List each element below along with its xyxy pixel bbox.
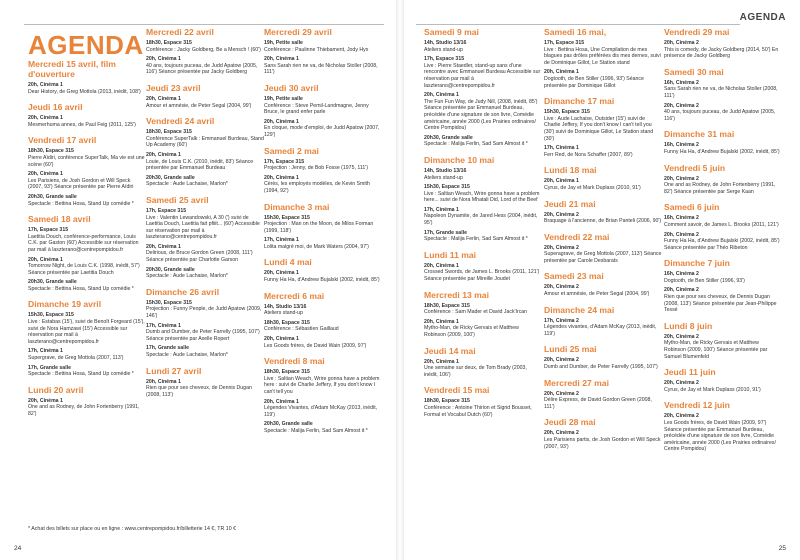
entry-details: Ateliers stand-up [424,46,463,53]
entry-time-venue: 20h, Cinéma 2 [664,413,699,420]
entry-time-venue: 20h, Cinéma 1 [264,336,299,343]
day-heading: Samedi 16 mai, [544,27,607,37]
entry-time-venue: 20h, Cinéma 1 [28,397,63,404]
agenda-entry [264,336,382,349]
agenda-entry [544,40,662,66]
day-heading: Jeudi 21 mai [544,198,596,209]
entry-time-venue: 20h, Cinéma 2 [664,380,699,387]
page-number-right: 25 [778,545,786,552]
day-heading: Vendredi 22 mai [544,231,610,242]
footnote: * Achat des billets sur place ou en ligne : www.centrepompidou.fr/billetterie 14 €, TR 10 € [28,526,237,532]
agenda-entry [264,40,382,53]
agenda-entry [664,287,782,313]
agenda-entry [146,244,264,264]
entry-time-venue: 20h, Cinéma 1 [28,82,63,88]
entry-details: Conférence : Paulinne Thiebament, Jody Hyx [264,46,369,53]
entry-time-venue: 20h, Cinéma 2 [664,175,699,182]
entry-details: Laetitia Douch, conférence-performance, Louis C.K. par Gaston (60') Accessible sur réservation par mail à laszterano@centrepompidou.fr [28,233,139,253]
entry-time-venue: 20h, Cinéma 1 [28,171,63,178]
entry-time-venue: 17h, Cinéma 1 [146,322,181,329]
entry-details: Dear History, de Greg Mottola (2013, inédit, 108') [28,88,141,95]
agenda-entry [424,40,542,53]
day-heading: Lundi 11 mai [424,249,477,260]
agenda-entry [28,227,146,253]
entry-details: Amour et amnésie, de Peter Segal (2004, 99') [544,291,650,298]
agenda-entry [28,171,146,191]
entry-details: Spectacle : Bettina Hosa, Stand Up comédie * [28,285,134,292]
agenda-entry [28,398,146,418]
agenda-entry [424,303,542,316]
agenda-entry [424,319,542,339]
entry-details: Live : Pierre Staedler, stand-up sans d'une rencontre avec Emmanuel Burdeau Accessible sur réservation par mail à laszterano@centrepompidou.fr [424,62,541,89]
agenda-entry [424,230,542,243]
entry-time-venue: 20h, Cinéma 1 [264,270,299,277]
day-heading: Jeudi 28 mai [544,417,596,428]
entry-details: Funny Ha Ha, d'Andrew Bujalski (2002, inédit, 85') [664,148,780,155]
agenda-entry [664,103,782,123]
entry-time-venue: 20h30, Grande salle [146,174,195,181]
entry-time-venue: 15h30, Espace 315 [544,109,590,116]
day-heading: Dimanche 7 juin [664,258,730,269]
entry-time-venue: 18h30, Espace 315 [146,129,192,136]
agenda-entry [664,413,782,453]
day-heading: Lundi 18 mai [544,165,597,176]
entry-time-venue: 20h30, Grande salle [264,421,313,428]
entry-time-venue: 20h, Cinéma 2 [664,333,699,340]
entry-details: Légendes Vivantes, d'Adam McKay (2013, inédit, 119') [264,405,378,418]
entry-time-venue: 20h, Cinéma 1 [28,115,63,122]
entry-details: Ateliers stand-up [264,310,303,317]
agenda-entry [544,109,662,142]
entry-time-venue: 20h, Cinéma 1 [146,378,181,385]
entry-time-venue: 17h, Cinéma 1 [424,206,459,213]
entry-details: Sans Sarah rien ne va, de Nicholas Stoller (2008, 111') [664,86,778,99]
entry-details: Dumb and Dumber, de Peter Farrelly (1995, 107') [544,364,658,371]
entry-time-venue: 14h, Studio 13/16 [424,40,467,46]
entry-details: Live : Saltian Weach, Wrire gonna have a problem here : suivi de Charlie Jeffery, If you don't know I can't tell you [264,375,380,395]
entry-details: Conférence : Jacky Goldberg, Be a Mensch ! (60') [146,46,261,53]
entry-details: Conférence : Sébastien Gaillaud [264,326,339,333]
entry-details: Live : Saltian Weach, Wrire gonna have a problem here... suivi de Nora Mhatali Did, Lord of the Beef [424,190,540,204]
agenda-entry [544,178,662,191]
agenda-entry [146,379,264,399]
entry-details: Live : Aude Lachaise, Outsider (15') suivi de Charlie Jeffery, If you don't know I can't tell you (30') suivi de Dominique Gillot, Le Station stand (30') [544,115,654,142]
entry-time-venue: 18h30, Espace 315 [28,148,74,155]
entry-details: Conférence : Sam Mader et David Jack'Ircan [424,309,528,316]
entry-details: Mesmerhuma annes, de Paul Feig (2011, 125') [28,121,136,128]
entry-details: Projection : Jenny, de Bob Fosse (1975, 111') [264,165,368,172]
agenda-entry [664,334,782,360]
entry-details: This is comedy, de Jacky Goldberg (2014, 50') En présence de Jacky Goldberg [664,46,779,60]
entry-time-venue: 16h, Cinéma 2 [664,271,699,278]
entry-details: Live : Estabas (15'), suivi de Benoît Forgeard (15'), suivi de Nora Hamzawi (15') Accessible sur réservation par mail à laszterano@centrepompidou.fr [28,319,145,345]
entry-time-venue: 17h, Espace 315 [264,158,305,165]
agenda-entry [28,148,146,168]
agenda-entry [544,318,662,338]
agenda-entry [264,369,382,395]
entry-details: Rien que pour ses cheveux, de Dennis Dugan (2008, 113') Séance présentée par Jean-Philippe Tessé [664,294,777,314]
agenda-entry [146,300,264,320]
entry-details: One and as Rodney, de John Fortenberry (1991, 82') Séance présentée par Serge Kaan [664,182,776,195]
entry-details: Live : Valentin Lewandowski, A 30 (') suivi de Laetitia Douch, Laetitia fait pfiiit... (60') Accessible sur réservation par mail à laszterano@centrepompidou.fr [146,214,260,241]
entry-details: Spectacle : Malija Ferlin, Sad Sam Almost it * [424,141,528,148]
entry-details: Comment savoir, de James L. Brooks (2011, 121') [664,221,779,228]
agenda-entry [424,359,542,379]
entry-time-venue: 18h30, Espace 315 [424,398,470,405]
entry-details: Conférence : Steve Pemil-Landmagne, Jenny Bruce, le grand enfer parle [264,102,369,116]
entry-time-venue: 18h30, Espace 315 [424,302,470,309]
agenda-entry [664,215,782,228]
agenda-entry [146,152,264,172]
day-heading: Vendredi 5 juin [664,162,726,173]
day-heading: Vendredi 15 mai [424,385,490,396]
agenda-entry [664,380,782,393]
entry-details: Délire Express, de David Gordon Green (2008, 111') [544,397,652,410]
agenda-entry [146,129,264,149]
entry-time-venue: 20h30, Grande salle [424,134,473,141]
entry-time-venue: 20h, Cinéma 1 [146,56,181,63]
entry-details: Funny Ha Ha, d'Andrew Bujalski (2002, inédit, 85') Séance présentée par Théo Ribeton [664,238,780,251]
agenda-entry [424,168,542,181]
entry-details: Les Parisiens, de Josh Gordon et Will Speck (2007, 93') Séance présentée par Pierre Aïdiri [28,177,134,191]
agenda-entry [424,135,542,148]
entry-time-venue: 15h30, Espace 315 [424,184,470,191]
entry-time-venue: 18h30, Espace 315 [264,319,310,326]
entry-time-venue: 20h, Cinéma 2 [664,102,699,109]
day-heading: Samedi 2 mai [264,145,319,156]
day-heading: Vendredi 8 mai [264,356,325,367]
entry-time-venue: 20h, Cinéma 1 [424,92,459,99]
agenda-entry [664,142,782,155]
day-heading: Vendredi 24 avril [146,116,215,127]
day-heading: Lundi 20 avril [28,384,84,395]
day-heading: Jeudi 14 mai [424,345,476,356]
day-heading: Jeudi 16 avril [28,102,83,113]
entry-details: Dumb and Dumber, de Peter Farrelly (1995, 107') Séance présentée par Axelle Ropert [146,329,260,342]
day-heading: Lundi 27 avril [146,365,202,376]
agenda-entry [544,357,662,370]
entry-details: Légendes vivantes, d'Adam McKay (2013, inédit, 119') [544,324,657,337]
agenda-entry [544,430,662,450]
day-heading: Jeudi 23 avril [146,82,201,93]
entry-time-venue: 20h, Cinéma 1 [424,262,459,269]
entry-details: Funny Ha Ha, d'Andrew Bujalski (2002, inédit, 85') [264,277,380,284]
entry-time-venue: 20h, Cinéma 2 [664,40,699,46]
entry-time-venue: 19h, Petite salle [264,95,303,102]
entry-time-venue: 19h, Petite salle [264,40,303,46]
agenda-entry [544,284,662,297]
day-heading: Dimanche 19 avril [28,299,102,310]
entry-time-venue: 20h, Cinéma 1 [146,151,181,158]
agenda-entry [146,208,264,241]
day-heading: Samedi 18 avril [28,214,91,225]
entry-details: Conférence : Antoine Thirion et Sigrid Bousset, Formal et Vocabul Dutch (60') [424,404,532,418]
entry-time-venue: 17h, Grande salle [424,229,467,236]
agenda-entry [424,92,542,132]
entry-details: Crossed Swords, de James L. Brooks (2011, 121') Séance présentée par Mireille Joudet [424,269,540,283]
agenda-entry [264,215,382,235]
day-heading: Dimanche 17 mai [544,96,615,107]
entry-details: Les Goods frères, de David Wain (2009, 97') Séance présentée par Emmanuel Burdeau, précédée d'une signature de son livre, Comédie américaine, année 2000 (Les Prairies ordinaires/ Centre Pompidou) [664,420,776,453]
entry-details: Lolita malgré moi, de Mark Waters (2004, 97') [264,243,369,250]
entry-details: Une semaine sur deux, de Tom Brady (2003, inédit, 106') [424,365,527,378]
page-title: AGENDA [28,30,144,60]
agenda-column-5 [544,20,662,450]
entry-time-venue: 17h, Cinéma 1 [544,145,579,152]
entry-time-venue: 17h, Espace 315 [146,207,187,214]
entry-details: Supergrave, de Greg Mottola (2007, 113') [28,355,124,362]
agenda-entry [424,56,542,89]
day-heading: Dimanche 31 mai [664,129,735,140]
agenda-entry [28,348,146,361]
entry-details: One and as Rodney, de John Fortenberry (1991, 82') [28,404,140,417]
day-heading: Lundi 4 mai [264,257,312,268]
agenda-entry [664,232,782,252]
agenda-entry [424,184,542,204]
agenda-entry [544,145,662,158]
entry-time-venue: 20h, Cinéma 1 [264,174,299,181]
entry-time-venue: 14h, Studio 13/16 [424,167,467,174]
entry-time-venue: 20h, Cinéma 1 [264,118,299,125]
day-heading: Samedi 6 juin [664,202,720,213]
entry-details: The Fun Fun Way, de Judy Nill, (2008, inédit, 85') Séance présentée par Emmanuel Burdeau, précédée d'une signature de son livre, Comédie américaine, année 2000 (Les Prairies ordinaires/ Centre Pompidou) [424,98,538,132]
entry-time-venue: 15h30, Espace 315 [28,312,74,319]
agenda-entry [264,304,382,317]
entry-details: Delirious, de Bruce Gordon Green (2008, 111') Séance présentée par Charlotte Garson [146,250,253,264]
entry-details: Spectacle : Malija Ferlin, Sad Sam Almost it * [264,427,368,434]
entry-time-venue: 17h, Espace 315 [28,227,69,234]
entry-time-venue: 20h, Cinéma 2 [544,357,579,364]
day-heading: Lundi 8 juin [664,320,713,331]
entry-details: 40 ans, toujours puceau, de Judd Apatow (2005, 116') [664,109,776,122]
entry-time-venue: 20h, Cinéma 2 [664,231,699,238]
entry-details: Live : Bettina Hosa, Une Compilation de mes blagues pas drôles préférées dis mes dernes, suivi de Dominique Gillot, Le Station stand [544,46,661,66]
entry-details: Spectacle : Malija Ferlin, Sad Sam Almost it * [424,236,528,243]
entry-details: Superagrave, de Greg Mottola (2007, 113') Séance présentée par Carole Desbarats [544,251,662,264]
entry-time-venue: 14h, Studio 13/16 [264,303,307,310]
agenda-entry [28,194,146,207]
entry-details: Projection : Man on the Moon, de Milos Forman (1999, 118') [264,221,374,234]
entry-details: Rien que pour ses cheveux, de Dennis Dugan (2008, 113') [146,385,252,398]
agenda-entry [264,119,382,139]
day-heading: Vendredi 12 juin [664,400,730,411]
entry-time-venue: 20h, Cinéma 2 [664,287,699,294]
day-heading: Samedi 30 mai [664,66,724,77]
entry-details: Dogtooth, de Ben Stiller (1996, 93') Séance présentée par Dominique Gillot [544,75,644,89]
entry-details: Spectacle : Aude Lachaise, Marlon* [146,181,228,188]
entry-details: Spectacle : Aude Lachaise, Marlon* [146,273,228,280]
entry-details: 40 ans, toujours puceau, de Judd Apatow (2005, 116') Séance présentée par Jacky Goldberg [146,62,258,76]
agenda-entry [146,96,264,109]
entry-details: Spectacle : Bettina Hosa, Stand Up comédie * [28,371,134,378]
day-heading: Mercredi 13 mai [424,289,489,300]
running-header: AGENDA [739,12,786,23]
entry-details: Mytho-Man, de Ricky Gervais et Matthew Robinson (2009, 100') Séance présentée par Samuel Blumenfeld [664,340,768,360]
entry-time-venue: 20h, Cinéma 2 [544,244,579,251]
entry-time-venue: 20h, Cinéma 1 [146,95,181,102]
agenda-entry [664,271,782,284]
entry-time-venue: 17h, Cinéma 2 [544,317,579,324]
agenda-entry [664,40,782,60]
entry-time-venue: 16h, Cinéma 2 [664,215,699,222]
entry-time-venue: 20h, Cinéma 2 [544,211,579,218]
day-heading: Dimanche 3 mai [264,201,330,212]
day-heading: Jeudi 30 avril [264,82,319,93]
day-heading: Dimanche 10 mai [424,154,495,165]
entry-details: Louie, de Louis C.K. (2010, inédit, 83') Séance présentée par Emmanuel Burdeau [146,158,254,172]
day-heading: Dimanche 26 avril [146,286,220,297]
entry-time-venue: 15h30, Espace 315 [264,214,310,221]
entry-time-venue: 20h, Cinéma 1 [264,398,299,405]
day-heading: Jeudi 11 juin [664,367,716,378]
entry-time-venue: 18h30, Espace 315 [264,369,310,376]
entry-details: Dogtooth, de Ben Stiller (1996, 93') [664,277,745,284]
entry-details: Mytho-Man, de Ricky Gervais et Matthew Robinson (2009, 100') [424,325,519,338]
agenda-entry [544,391,662,411]
entry-details: Spectacle : Aude Lachaise, Marlon* [146,352,228,358]
entry-details: Sans Sarah rien ne va, de Nicholas Stoller (2008, 111') [264,62,378,76]
agenda-entry [264,237,382,250]
agenda-entry [424,263,542,283]
agenda-entry [146,40,264,53]
agenda-entry [28,365,146,378]
agenda-entry [264,96,382,116]
agenda-entry [264,421,382,434]
agenda-entry [264,399,382,419]
entry-details: En cloque, mode d'emploi, de Judd Apatow (2007, 129') [264,125,380,138]
entry-time-venue: 20h, Cinéma 1 [544,178,579,185]
day-heading: Dimanche 24 mai [544,304,615,315]
entry-time-venue: 17h, Cinéma 1 [264,237,299,244]
entry-time-venue: 20h, Cinéma 2 [544,390,579,397]
agenda-entry [146,175,264,188]
agenda-entry [664,80,782,100]
agenda-entry [544,212,662,225]
day-heading: Samedi 9 mai [424,27,479,37]
entry-time-venue: 17h, Espace 315 [544,40,585,46]
agenda-entry [424,398,542,418]
agenda-entry [146,345,264,358]
entry-time-venue: 20h30, Grande salle [146,266,195,273]
agenda-entry [28,312,146,345]
entry-details: Cèrès, les employés modèles, de Kevin Smith (1994, 92') [264,181,370,194]
day-heading: Vendredi 29 mai [664,27,730,37]
entry-details: Tomorrow Night, de Louis C.K. (1998, inédit, 57') Séance présentée par Laetitia Douch [28,263,140,276]
entry-details: Les Parisiens partis, de Josh Gordon et Will Speck (2007, 93') [544,437,661,450]
agenda-column-2 [146,20,264,398]
day-heading: Samedi 23 mai [544,271,604,282]
entry-details: Pierre Aïdiri, conférence SuperTalk, Ma vie est une scène (60') [28,154,145,168]
day-heading: Samedi 25 avril [146,194,209,205]
entry-details: Conférence SuperTalk : Emmanuel Burdeau, Stand Up Academy (60') [146,135,264,149]
agenda-entry [264,320,382,333]
agenda-entry [146,323,264,343]
entry-time-venue: 15h30, Espace 315 [146,299,192,306]
day-heading: Mercredi 29 avril [264,27,332,37]
entry-details: Cyrus, de Jay et Mark Duplass (2010, 91') [664,386,761,393]
agenda-column-4 [424,20,542,418]
agenda-entry [28,279,146,292]
day-heading: Lundi 25 mai [544,344,597,355]
entry-time-venue: 20h, Cinéma 1 [28,256,63,263]
agenda-entry [664,176,782,196]
entry-time-venue: 17h, Grande salle [28,364,71,371]
agenda-entry [146,56,264,76]
spread-gutter [396,0,404,560]
entry-time-venue: 20h30, Grande salle [28,279,77,286]
agenda-entry [424,207,542,227]
page-number-left: 24 [14,545,22,552]
entry-time-venue: 17h, Grande salle [146,345,189,352]
entry-time-venue: 16h, Cinéma 2 [664,142,699,149]
day-heading: Mercredi 15 avril, film d'ouverture [28,59,116,79]
entry-details: Napoleon Dynamite, de Jared Hess (2004, inédit, 95') [424,213,538,227]
entry-time-venue: 18h30, Espace 315 [146,40,192,46]
entry-details: Ferr Red, de Nora Schaffer (2007, 89') [544,151,633,158]
agenda-column-1 [28,52,146,418]
entry-details: Spectacle : Bettina Hosa, Stand Up comédie * [28,200,134,207]
entry-time-venue: 17h, Espace 315 [424,56,465,63]
entry-time-venue: 20h, Cinéma 1 [424,358,459,365]
entry-time-venue: 20h, Cinéma 1 [424,318,459,325]
agenda-entry [264,175,382,195]
agenda-entry [544,245,662,265]
entry-details: Braquage à l'ancienne, de Brian Panteli (2006, 90') [544,218,662,225]
agenda-entry [28,115,146,128]
agenda-entry [264,270,382,283]
entry-details: Projection : Funny People, de Judd Apatow (2009, 146') [146,306,262,320]
entry-details: Les Goods frères, de David Wain (2009, 97') [264,342,367,349]
entry-time-venue: 20h, Cinéma 2 [544,284,579,291]
entry-details: Amour et amnésie, de Peter Segal (2004, 99') [146,102,252,109]
agenda-entry [28,257,146,277]
entry-time-venue: 20h, Cinéma 1 [146,243,181,250]
agenda-column-6 [664,20,782,453]
agenda-entry [146,267,264,280]
entry-time-venue: 20h30, Grande salle [28,193,77,200]
day-heading: Mercredi 6 mai [264,290,325,301]
entry-time-venue: 16h, Cinéma 2 [664,79,699,86]
entry-details: Ateliers stand-up [424,174,463,181]
agenda-column-3 [264,20,382,435]
day-heading: Vendredi 17 avril [28,135,97,146]
day-heading: Mercredi 27 mai [544,377,609,388]
entry-time-venue: 17h, Cinéma 1 [28,348,63,355]
entry-time-venue: 20h, Cinéma 1 [264,56,299,63]
entry-details: Cyrus, de Jay et Mark Duplass (2010, 91') [544,184,641,191]
agenda-entry [264,159,382,172]
day-heading: Mercredi 22 avril [146,27,214,37]
entry-time-venue: 20h, Cinéma 1 [544,69,579,76]
agenda-entry [544,69,662,89]
entry-time-venue: 20h, Cinéma 2 [544,430,579,437]
agenda-entry [264,56,382,76]
agenda-entry [28,82,146,95]
